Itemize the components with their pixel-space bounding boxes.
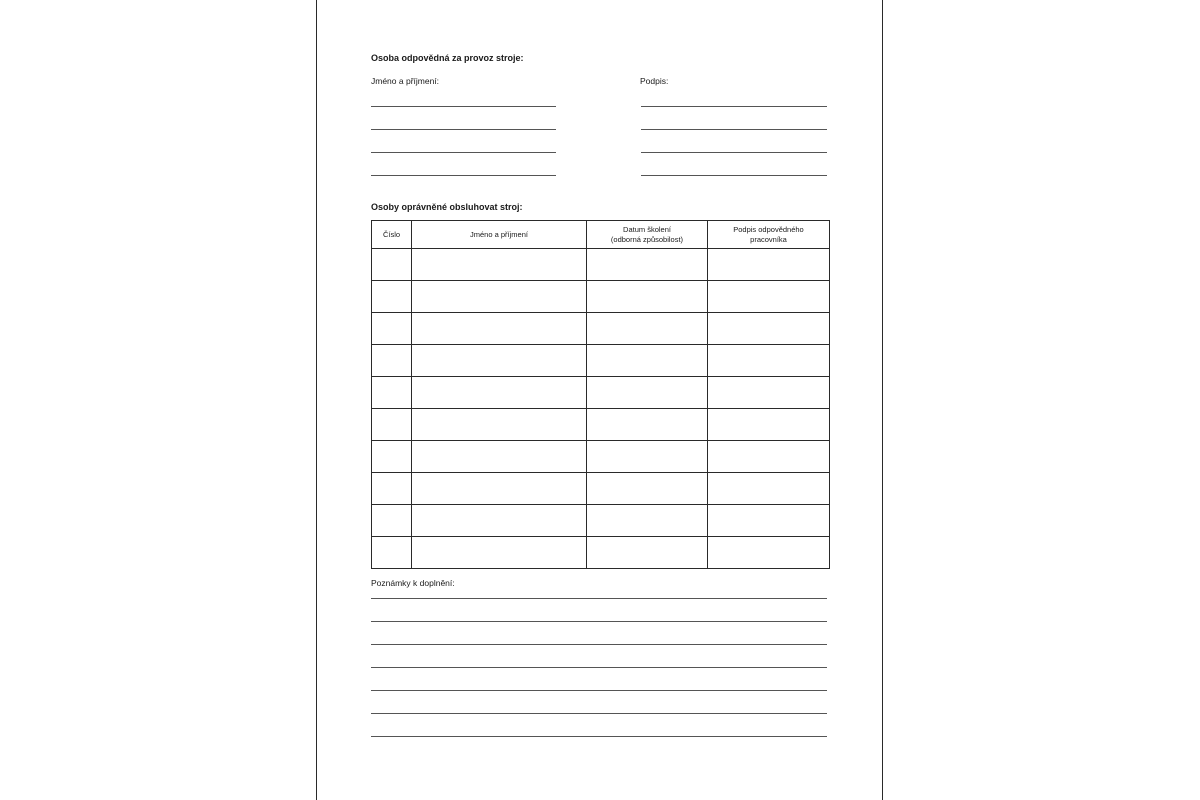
- cell-number[interactable]: [372, 249, 412, 281]
- cell-signature[interactable]: [708, 409, 830, 441]
- cell-signature[interactable]: [708, 345, 830, 377]
- cell-number[interactable]: [372, 473, 412, 505]
- name-label: Jméno a příjmení:: [371, 76, 440, 86]
- cell-training-date[interactable]: [587, 441, 708, 473]
- table-row: [372, 281, 830, 313]
- col-header-training-line1: Datum školení: [623, 224, 671, 234]
- table-row: [372, 505, 830, 537]
- table-header-row: [372, 221, 830, 249]
- table-row: [372, 249, 830, 281]
- col-header-signature-line1: Podpis odpovědného: [733, 224, 804, 234]
- notes-line-7[interactable]: [371, 736, 827, 737]
- cell-number[interactable]: [372, 505, 412, 537]
- notes-label: Poznámky k doplnění:: [371, 578, 455, 588]
- cell-name[interactable]: [412, 473, 587, 505]
- cell-signature[interactable]: [708, 313, 830, 345]
- cell-name[interactable]: [412, 345, 587, 377]
- responsible-section-title: Osoba odpovědná za provoz stroje:: [371, 53, 524, 63]
- signature-line-1[interactable]: [641, 106, 827, 107]
- cell-training-date[interactable]: [587, 249, 708, 281]
- notes-line-5[interactable]: [371, 690, 827, 691]
- cell-signature[interactable]: [708, 537, 830, 569]
- notes-line-4[interactable]: [371, 667, 827, 668]
- table-row: [372, 441, 830, 473]
- cell-name[interactable]: [412, 377, 587, 409]
- cell-name[interactable]: [412, 281, 587, 313]
- col-header-number: Číslo: [372, 221, 412, 249]
- cell-name[interactable]: [412, 441, 587, 473]
- cell-training-date[interactable]: [587, 345, 708, 377]
- notes-line-2[interactable]: [371, 621, 827, 622]
- name-line-4[interactable]: [371, 175, 556, 176]
- cell-name[interactable]: [412, 313, 587, 345]
- cell-number[interactable]: [372, 409, 412, 441]
- table-row: [372, 537, 830, 569]
- cell-number[interactable]: [372, 441, 412, 473]
- cell-name[interactable]: [412, 505, 587, 537]
- cell-training-date[interactable]: [587, 505, 708, 537]
- cell-number[interactable]: [372, 537, 412, 569]
- notes-line-6[interactable]: [371, 713, 827, 714]
- cell-training-date[interactable]: [587, 409, 708, 441]
- cell-number[interactable]: [372, 281, 412, 313]
- form-page: [316, 0, 883, 800]
- cell-training-date[interactable]: [587, 313, 708, 345]
- notes-line-3[interactable]: [371, 644, 827, 645]
- col-header-signature-line2: pracovníka: [750, 234, 787, 244]
- operators-table: [371, 220, 830, 569]
- table-row: [372, 313, 830, 345]
- cell-training-date[interactable]: [587, 537, 708, 569]
- table-row: [372, 345, 830, 377]
- signature-line-4[interactable]: [641, 175, 827, 176]
- name-line-3[interactable]: [371, 152, 556, 153]
- cell-training-date[interactable]: [587, 377, 708, 409]
- name-line-1[interactable]: [371, 106, 556, 107]
- table-row: [372, 473, 830, 505]
- cell-signature[interactable]: [708, 377, 830, 409]
- cell-signature[interactable]: [708, 473, 830, 505]
- name-line-2[interactable]: [371, 129, 556, 130]
- cell-number[interactable]: [372, 377, 412, 409]
- col-header-name: Jméno a příjmení: [412, 221, 587, 249]
- cell-name[interactable]: [412, 249, 587, 281]
- cell-number[interactable]: [372, 313, 412, 345]
- operators-section-title: Osoby oprávněné obsluhovat stroj:: [371, 202, 523, 212]
- cell-training-date[interactable]: [587, 281, 708, 313]
- signature-line-2[interactable]: [641, 129, 827, 130]
- cell-name[interactable]: [412, 409, 587, 441]
- col-header-training-line2: (odborná způsobilost): [610, 234, 684, 244]
- cell-signature[interactable]: [708, 441, 830, 473]
- signature-line-3[interactable]: [641, 152, 827, 153]
- col-header-training: [587, 221, 708, 249]
- signature-label: Podpis:: [640, 76, 669, 86]
- col-header-signature: [708, 221, 830, 249]
- cell-signature[interactable]: [708, 249, 830, 281]
- table-row: [372, 409, 830, 441]
- cell-signature[interactable]: [708, 505, 830, 537]
- cell-signature[interactable]: [708, 281, 830, 313]
- table-row: [372, 377, 830, 409]
- cell-number[interactable]: [372, 345, 412, 377]
- notes-line-1[interactable]: [371, 598, 827, 599]
- cell-name[interactable]: [412, 537, 587, 569]
- cell-training-date[interactable]: [587, 473, 708, 505]
